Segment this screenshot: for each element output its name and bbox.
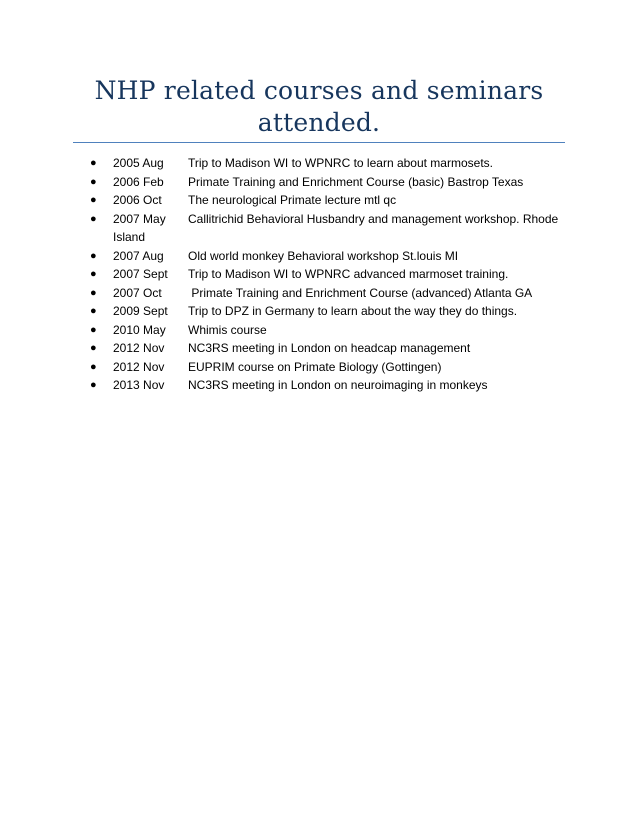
- list-item: [90, 154, 565, 173]
- entry-date: 2006 Oct: [113, 193, 162, 207]
- title-divider: [73, 142, 565, 143]
- entry-text: NC3RS meeting in London on headcap management: [188, 341, 471, 355]
- list-item: [90, 339, 565, 358]
- entry-text: EUPRIM course on Primate Biology (Gottingen): [188, 359, 442, 374]
- bullet-icon: ●: [90, 212, 97, 225]
- course-list: [90, 154, 565, 395]
- bullet-icon: ●: [90, 194, 97, 206]
- entry-date: 2012 Nov: [113, 359, 165, 374]
- list-item: [90, 284, 565, 303]
- bullet-icon: ●: [90, 379, 97, 391]
- entry-text-continuation: Island: [113, 230, 146, 244]
- bullet-icon: ●: [90, 305, 97, 317]
- list-item: [90, 321, 565, 340]
- bullet-icon: ●: [90, 268, 97, 280]
- entry-date: 2007 Aug: [113, 248, 164, 263]
- entry-date: 2005 Aug: [113, 156, 164, 170]
- entry-date: 2007 Sept: [113, 267, 168, 281]
- entry-date: 2007 May: [113, 211, 166, 226]
- list-item: [90, 173, 565, 192]
- entry-text: NC3RS meeting in London on neuroimaging in monkeys: [188, 378, 488, 392]
- entry-text: The neurological Primate lecture mtl qc: [188, 193, 397, 207]
- entry-text: Trip to Madison WI to WPNRC to learn about marmosets.: [188, 156, 493, 170]
- entry-text: Callitrichid Behavioral Husbandry and management workshop. Rhode: [188, 211, 559, 226]
- bullet-icon: ●: [90, 323, 97, 336]
- entry-text: Trip to DPZ in Germany to learn about the way they do things.: [188, 304, 518, 318]
- entry-date: 2007 Oct: [113, 285, 162, 300]
- entry-text: Primate Training and Enrichment Course (advanced) Atlanta GA: [188, 285, 533, 300]
- bullet-icon: ●: [90, 175, 97, 188]
- list-item: [90, 376, 565, 395]
- bullet-icon: ●: [90, 286, 97, 299]
- entry-date: 2009 Sept: [113, 304, 168, 318]
- entry-text: Primate Training and Enrichment Course (basic) Bastrop Texas: [188, 174, 524, 189]
- entry-text: Trip to Madison WI to WPNRC advanced marmoset training.: [188, 267, 509, 281]
- entry-date: 2013 Nov: [113, 378, 165, 392]
- list-item: [90, 191, 565, 210]
- bullet-icon: ●: [90, 249, 97, 262]
- list-item: [90, 210, 565, 247]
- bullet-icon: ●: [90, 342, 97, 354]
- page-title: NHP related courses and seminars attended.: [94, 76, 544, 137]
- list-item: [90, 265, 565, 284]
- bullet-icon: ●: [90, 157, 97, 169]
- entry-text: Whimis course: [188, 322, 267, 337]
- entry-date: 2012 Nov: [113, 341, 165, 355]
- bullet-icon: ●: [90, 360, 97, 373]
- entry-date: 2006 Feb: [113, 174, 164, 189]
- list-item: [90, 358, 565, 377]
- list-item: [90, 247, 565, 266]
- list-item: [90, 302, 565, 321]
- entry-text: Old world monkey Behavioral workshop St.louis MI: [188, 248, 459, 263]
- entry-date: 2010 May: [113, 322, 166, 337]
